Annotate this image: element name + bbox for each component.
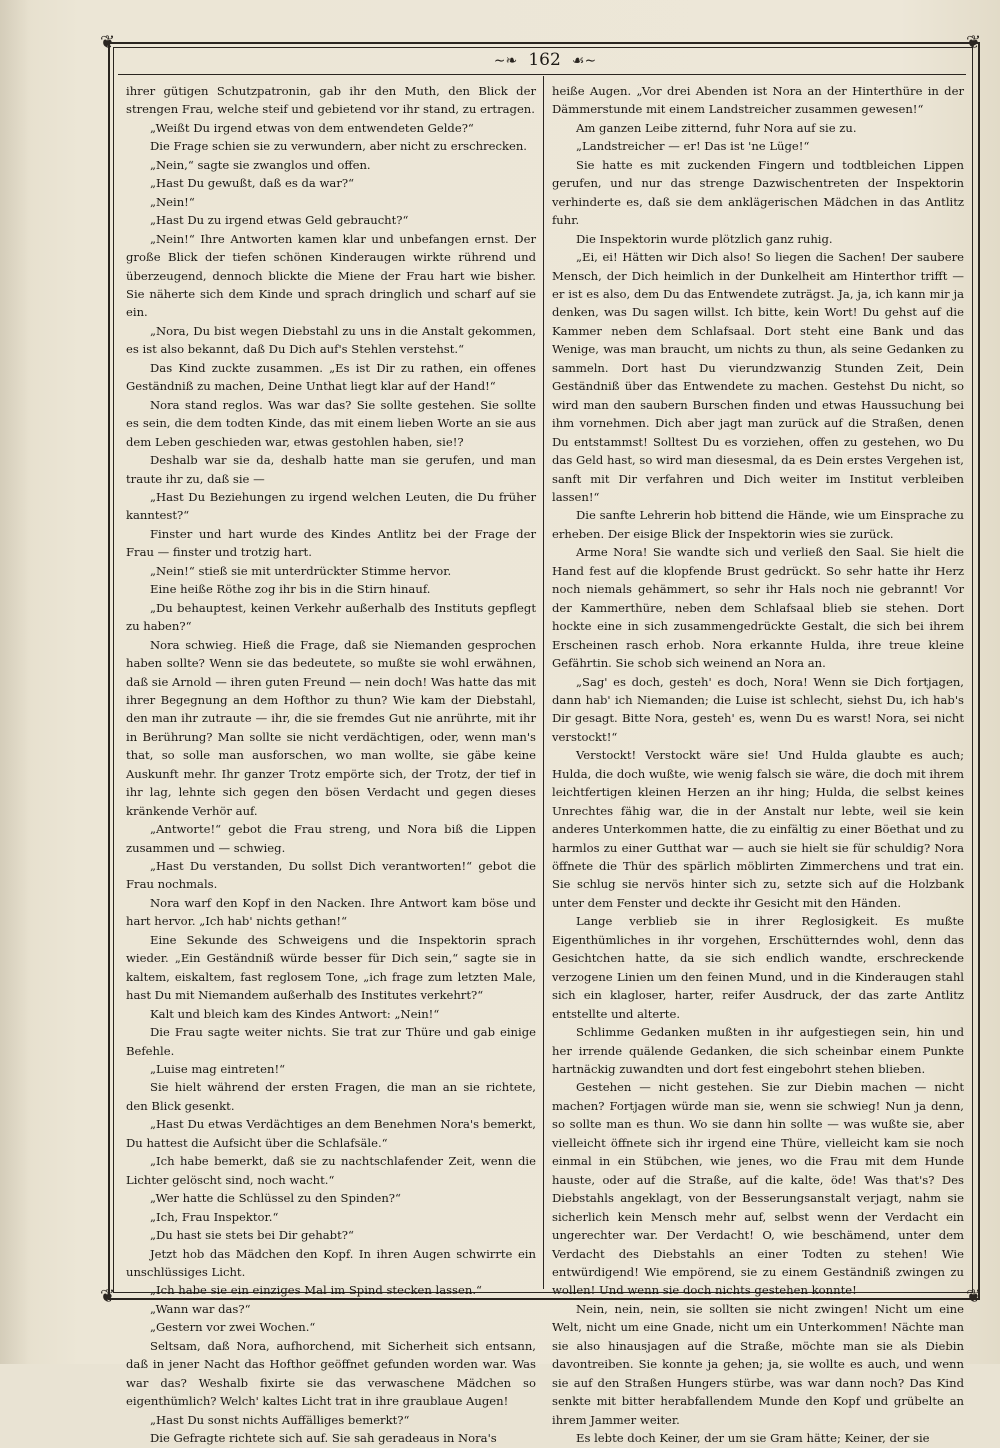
paragraph: Schlimme Gedanken mußten in ihr aufgestiegen sein, hin und her irrende quälende Gedanken, die sich scheinbar einem Punkte hartnäckig zuwandten und dort fest eingebohrt stehen blieben.: [552, 1025, 964, 1077]
paragraph: Die Frage schien sie zu verwundern, aber nicht zu erschrecken.: [150, 139, 527, 154]
paragraph: Am ganzen Leibe zitternd, fuhr Nora auf sie zu.: [576, 120, 857, 135]
right-text-column: [552, 82, 964, 1446]
paragraph: „Luise mag eintreten!“: [150, 1062, 286, 1077]
corner-ornament-bottom-left: ❦: [100, 1286, 116, 1307]
paragraph: „Nein!“ stieß sie mit unterdrückter Stimme hervor.: [150, 563, 452, 578]
paragraph: „Wann war das?“: [150, 1301, 251, 1316]
paragraph: ihrer gütigen Schutzpatronin, gab ihr den Muth, den Blick der strengen Frau, welche steif und gebietend vor ihr stand, zu ertragen.: [126, 84, 536, 117]
paragraph: Verstockt! Verstockt wäre sie! Und Hulda glaubte es auch; Hulda, die doch wußte, wie wenig falsch sie wäre, die doch mit ihrem leichtfertigen kleinen Herzen an ihr hing; Hulda, die selbst keines Unrechtes fähig war, die in der Anstalt nur lebte, weil sie kein anderes Unterkommen hatte, die zu einfältig zu einer Böethat und zu harmlos zu einer Gutthat war — auch sie hielt sie für schuldig? Nora öffnete die Thür des spärlich möblirten Zimmerchens und trat ein. Sie schlug sie nervös hinter sich zu, setzte sich auf die Holzbank unter dem Fenster und deckte ihr Gesicht mit den Händen.: [552, 748, 964, 910]
paragraph: Deshalb war sie da, deshalb hatte man sie gerufen, und man traute ihr zu, daß sie —: [126, 453, 536, 486]
paragraph: „Hast Du Beziehungen zu irgend welchen Leuten, die Du früher kanntest?“: [126, 489, 536, 523]
paragraph: „Antworte!“ gebot die Frau streng, und Nora biß die Lippen zusammen und — schwieg.: [126, 822, 536, 855]
paragraph: „Hast Du etwas Verdächtiges an dem Benehmen Nora's bemerkt, Du hattest die Aufsicht über die Schlafsäle.“: [126, 1117, 536, 1150]
paragraph: Nora warf den Kopf in den Nacken. Ihre Antwort kam böse und hart hervor. „Ich hab' nichts gethan!“: [126, 895, 536, 929]
paragraph: „Wer hatte die Schlüssel zu den Spinden?“: [150, 1191, 401, 1206]
paragraph: Nein, nein, nein, sie sollten sie nicht zwingen! Nicht um eine Welt, nicht um eine Gnade, nicht um ein Unterkommen! Nächte man sie also hinausjagen auf die Straße, möchte man sie als Diebin davontreiben. Sie konnte ja gehen; ja, sie wollte es auch, und wenn sie auf den Straßen Hungers stürbe, was war dann noch? Das Kind senkte mit bitter herabfallendem Munde den Kopf und grübelte an ihrem Jammer weiter.: [552, 1301, 964, 1427]
paragraph: „Ei, ei! Hätten wir Dich also! So liegen die Sachen! Der saubere Mensch, der Dich heimlich in der Dunkelheit am Hinterthor trifft — er ist es also, dem Du das Entwendete zuträgst. Ja, ja, ich kann mir ja denken, was Du sagen willst. Ich bitte, kein Wort! Du gehst auf die Kammer neben dem Schlafsaal. Dort steht eine Bank und das Wenige, was man braucht, um nichts zu thun, als seine Gedanken zu sammeln. Dort hast Du vierundzwanzig Stunden Zeit, Dein Geständniß über das Entwendete zu machen. Gestehst Du nicht, so wird man den saubern Burschen finden und etwas Haussuchung bei ihm vornehmen. Dich aber jagt man zurück auf die Straßen, denen Du entstammst! Solltest Du es vorziehen, offen zu gestehen, wo Du das Geld hast, so wird man diesesmal, da es Dein erstes Vergehen ist, sanft mit Dir verfahren und Dich weiter im Institut verbleiben lassen!“: [552, 250, 964, 504]
paragraph: Kalt und bleich kam des Kindes Antwort: „Nein!“: [150, 1006, 440, 1021]
paragraph: Finster und hart wurde des Kindes Antlitz bei der Frage der Frau — finster und trotzig hart.: [126, 526, 536, 560]
paragraph: Sie hielt während der ersten Fragen, die man an sie richtete, den Blick gesenkt.: [126, 1080, 536, 1113]
paragraph: „Nein!“: [150, 194, 195, 209]
paragraph: „Ich, Frau Inspektor.“: [150, 1209, 279, 1224]
header-rule: [118, 74, 966, 75]
paragraph: Sie hatte es mit zuckenden Fingern und todtbleichen Lippen gerufen, und nur das strenge Dazwischentreten der Inspektorin verhinderte es, daß sie dem anklägerischen Mädchen in das Antlitz fuhr.: [552, 157, 964, 228]
corner-ornament-top-left: ❦: [100, 32, 116, 53]
corner-ornament-bottom-right: ❦: [966, 1286, 982, 1307]
paragraph: „Nein!“ Ihre Antworten kamen klar und unbefangen ernst. Der große Blick der tiefen schönen Kinderaugen wirkte rührend und überzeugend, dennoch blickte die Miene der Frau hart wie bisher. Sie näherte sich dem Kinde und sprach dringlich und scharf auf sie ein.: [126, 231, 536, 320]
paragraph: „Hast Du sonst nichts Auffälliges bemerkt?“: [150, 1412, 410, 1427]
paragraph: Seltsam, daß Nora, aufhorchend, mit Sicherheit sich entsann, daß in jener Nacht das Hofthor geöffnet gefunden worden war. Was war das? Weshalb fixirte sie das verwaschene Mädchen so eigenthümlich? Welch' kaltes Licht trat in ihre graublaue Augen!: [126, 1338, 536, 1409]
column-divider: [543, 76, 544, 1289]
paragraph: Die Inspektorin wurde plötzlich ganz ruhig.: [576, 231, 833, 246]
page-header: [470, 50, 620, 70]
paragraph: Lange verblieb sie in ihrer Reglosigkeit. Es mußte Eigenthümliches in ihr vorgehen, Erschütterndes wohl, denn das Gesichtchen hatte, da sie sich endlich wandte, erschreckende verzogene Linien um den feinen Mund, und in die Kinderaugen stahl sich ein klagloser, harter, reifer Ausdruck, der das zarte Antlitz entstellte und alterte.: [552, 914, 964, 1021]
paragraph: Nora schwieg. Hieß die Frage, daß sie Niemanden gesprochen haben sollte? Wenn sie das bedeutete, so mußte sie wohl erwähnen, daß sie Arnold — ihren guten Freund — nein doch! Was hatte das mit ihrer Begegnung an dem Hofthor zu thun? Wie kam der Diebstahl, den man ihr zutraute — ihr, die sie fremdes Gut nie anrührte, mit ihr in Berührung? Man sollte sie nicht verdächtigen, oder, wenn man's that, so solle man ausforschen, wo man wollte, sie gäbe keine Auskunft mehr. Ihr ganzer Trotz empörte sich, der Trotz, der tief in ihr lag, lehnte sich gegen den bösen Verdacht und gegen dieses kränkende Verhör auf.: [126, 637, 536, 818]
page-number-ornament-right: ☙∼: [571, 53, 597, 69]
paragraph: „Du behauptest, keinen Verkehr außerhalb des Instituts gepflegt zu haben?“: [126, 600, 536, 634]
page-edge-shadow: [0, 0, 30, 1364]
paragraph: Die Gefragte richtete sich auf. Sie sah geradeaus in Nora's: [150, 1431, 497, 1446]
paragraph: „Ich habe bemerkt, daß sie zu nachtschlafender Zeit, wenn die Lichter gelöscht sind, noch wacht.“: [126, 1154, 536, 1187]
paragraph: „Hast Du verstanden, Du sollst Dich verantworten!“ gebot die Frau nochmals.: [126, 859, 536, 892]
paragraph: „Ich habe sie ein einziges Mal im Spind stecken lassen.“: [150, 1283, 482, 1298]
paragraph: Arme Nora! Sie wandte sich und verließ den Saal. Sie hielt die Hand fest auf die klopfende Brust gedrückt. So sehr hatte ihr Herz noch niemals gehämmert, so sehr ihr Hals noch nie gebrannt! Vor der Kammerthüre, neben dem Schlafsaal blieb sie stehen. Dort hockte eine in sich zusammengedrückte Gestalt, die sich bei ihrem Erscheinen rasch erhob. Nora erkannte Hulda, ihre treue kleine Gefährtin. Sie schob sich weinend an Nora an.: [552, 545, 964, 671]
paragraph: Es lebte doch Keiner, der um sie Gram hätte; Keiner, der sie: [576, 1431, 930, 1446]
paragraph: „Nein,“ sagte sie zwanglos und offen.: [150, 157, 371, 172]
page-number: 162: [528, 50, 561, 70]
paragraph: „Nora, Du bist wegen Diebstahl zu uns in die Anstalt gekommen, es ist also bekannt, daß Du Dich auf's Stehlen verstehst.“: [126, 323, 536, 357]
paragraph: „Hast Du zu irgend etwas Geld gebraucht?“: [150, 213, 409, 228]
paragraph: „Weißt Du irgend etwas von dem entwendeten Gelde?“: [150, 120, 474, 135]
paragraph: Jetzt hob das Mädchen den Kopf. In ihren Augen schwirrte ein unschlüssiges Licht.: [126, 1246, 536, 1279]
paragraph: Die Frau sagte weiter nichts. Sie trat zur Thüre und gab einige Befehle.: [126, 1025, 536, 1058]
left-text-column: [126, 82, 536, 1446]
paragraph: Eine Sekunde des Schweigens und die Inspektorin sprach wieder. „Ein Geständniß würde besser für Dich sein,“ sagte sie in kaltem, eiskaltem, fast reglosem Tone, „ich frage zum letzten Male, hast Du mit Niemandem außerhalb des Institutes verkehrt?“: [126, 932, 536, 1003]
corner-ornament-top-right: ❦: [966, 32, 982, 53]
paragraph: „Gestern vor zwei Wochen.“: [150, 1320, 316, 1335]
paragraph: „Du hast sie stets bei Dir gehabt?“: [150, 1228, 354, 1243]
paragraph: Das Kind zuckte zusammen. „Es ist Dir zu rathen, ein offenes Geständniß zu machen, Deine Unthat liegt klar auf der Hand!“: [126, 360, 536, 394]
paragraph: Die sanfte Lehrerin hob bittend die Hände, wie um Einsprache zu erheben. Der eisige Blick der Inspektorin wies sie zurück.: [552, 508, 964, 541]
paragraph: Nora stand reglos. Was war das? Sie sollte gestehen. Sie sollte es sein, die dem todten Kinde, das mit einem lieben Worte an sie aus dem Leben geschieden war, etwas gestohlen haben, sie!?: [126, 397, 536, 449]
paragraph: „Sag' es doch, gesteh' es doch, Nora! Wenn sie Dich fortjagen, dann hab' ich Niemanden; die Luise ist schlecht, siehst Du, ich hab's Dir gesagt. Bitte Nora, gesteh' es, wenn Du es warst! Nora, sei nicht verstockt!“: [552, 674, 964, 744]
paragraph: „Hast Du gewußt, daß es da war?“: [150, 176, 355, 191]
paragraph: Eine heiße Röthe zog ihr bis in die Stirn hinauf.: [150, 582, 431, 597]
paragraph: heiße Augen. „Vor drei Abenden ist Nora an der Hinterthüre in der Dämmerstunde mit einem Landstreicher zusammen gewesen!“: [552, 84, 964, 117]
page-number-ornament-left: ∼❧: [493, 53, 518, 69]
paragraph: „Landstreicher — er! Das ist 'ne Lüge!“: [576, 139, 810, 154]
paragraph: Gestehen — nicht gestehen. Sie zur Diebin machen — nicht machen? Fortjagen würde man sie, wenn sie schwieg! Nun ja denn, so sollte man es thun. Wo sie dann hin sollte — was wußte sie, aber vielleicht öffnete sich ihr irgend eine Thüre, vielleicht kam sie noch einmal in ein Stübchen, wie jenes, wo die Frau mit dem Hunde hauste, oder auf die Straße, auf die kalte, öde! Was that's? Des Diebstahls angeklagt, von der Besserungsanstalt verjagt, nahm sie sicherlich kein Mensch mehr auf, selbst wenn der Verdacht ein ungerechter war. Der Verdacht! O, wie beschämend, unter dem Verdacht des Diebstahls an einer Todten zu stehen! Wie entwürdigend! Wie empörend, sie zu einem Geständniß zwingen zu wollen! Und wenn sie doch nichts gestehen konnte!: [552, 1080, 964, 1298]
